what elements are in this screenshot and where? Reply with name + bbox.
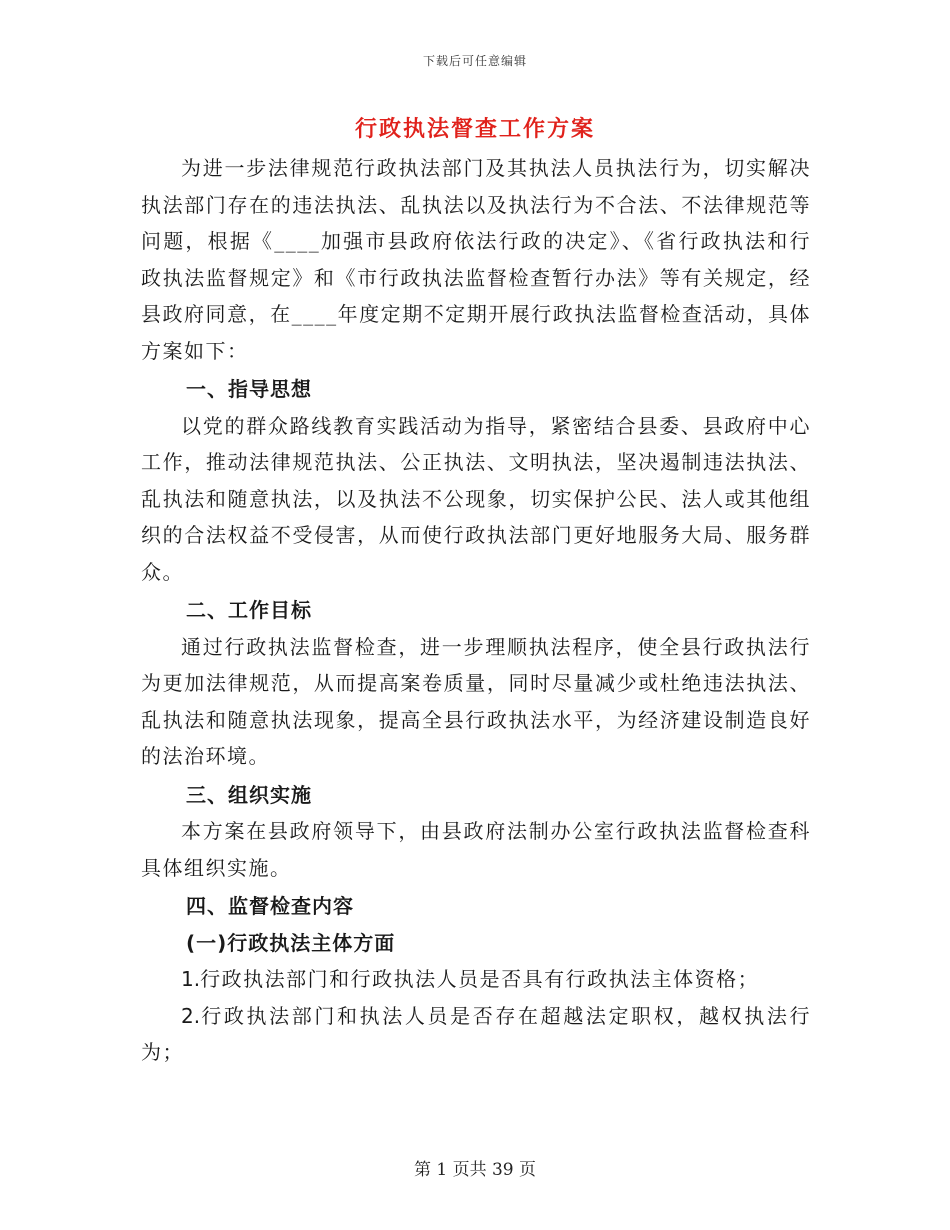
list-item [141,998,811,1071]
page-header: 下载后可任意编辑 [422,54,527,68]
list-item-number: 1. [181,967,201,991]
subsection-heading-enforcement-subject: (一)行政执法主体方面 [186,930,396,955]
list-item [141,961,811,998]
list-item-number: 2. [181,1003,201,1028]
section-paragraph-guiding-ideology: 以党的群众路线教育实践活动为指导，紧密结合县委、县政府中心工作，推动法律规范执法、公正执法、文明执法，坚决遏制违法执法、乱执法和随意执法，以及执法不公现象，切实保护公民、法人或其他组织的合法权益不受侵害，从而使行政执法部门更好地服务大局、服务群众。 [141,413,811,584]
document-title: 行政执法督查工作方案 [354,116,595,142]
section-heading-guiding-ideology: 一、指导思想 [186,377,312,401]
list-item-text: 行政执法部门和执法人员是否存在超越法定职权，越权执法行为； [141,1003,811,1064]
section-paragraph-organization: 本方案在县政府领导下，由县政府法制办公室行政执法监督检查科具体组织实施。 [141,819,811,880]
section-heading-organization: 三、组织实施 [186,782,312,807]
section-paragraph-work-goals: 通过行政执法监督检查，进一步理顺执法程序，使全县行政执法行为更加法律规范，从而提高案卷质量，同时尽量减少或杜绝违法执法、乱执法和随意执法现象，提高全县行政执法水平，为经济建设制造良好的法治环境。 [141,634,811,768]
list-item-text: 行政执法部门和行政执法人员是否具有行政执法主体资格； [200,967,760,991]
section-heading-work-goals: 二、工作目标 [186,598,312,622]
section-heading-inspection-content: 四、监督检查内容 [186,894,354,918]
intro-paragraph: 为进一步法律规范行政执法部门及其执法人员执法行为，切实解决执法部门存在的违法执法、乱执法以及执法行为不合法、不法律规范等问题，根据《____加强市县政府依法行政的决定》、《省行政执法和行政执法监督规定》和《市行政执法监督检查暂行办法》等有关规定，经县政府同意，在____年度定期不定期开展行政执法监督检查活动，具体方案如下： [141,156,811,363]
page-footer: 第 1 页共 39 页 [413,1160,537,1180]
document-body [141,150,811,1071]
